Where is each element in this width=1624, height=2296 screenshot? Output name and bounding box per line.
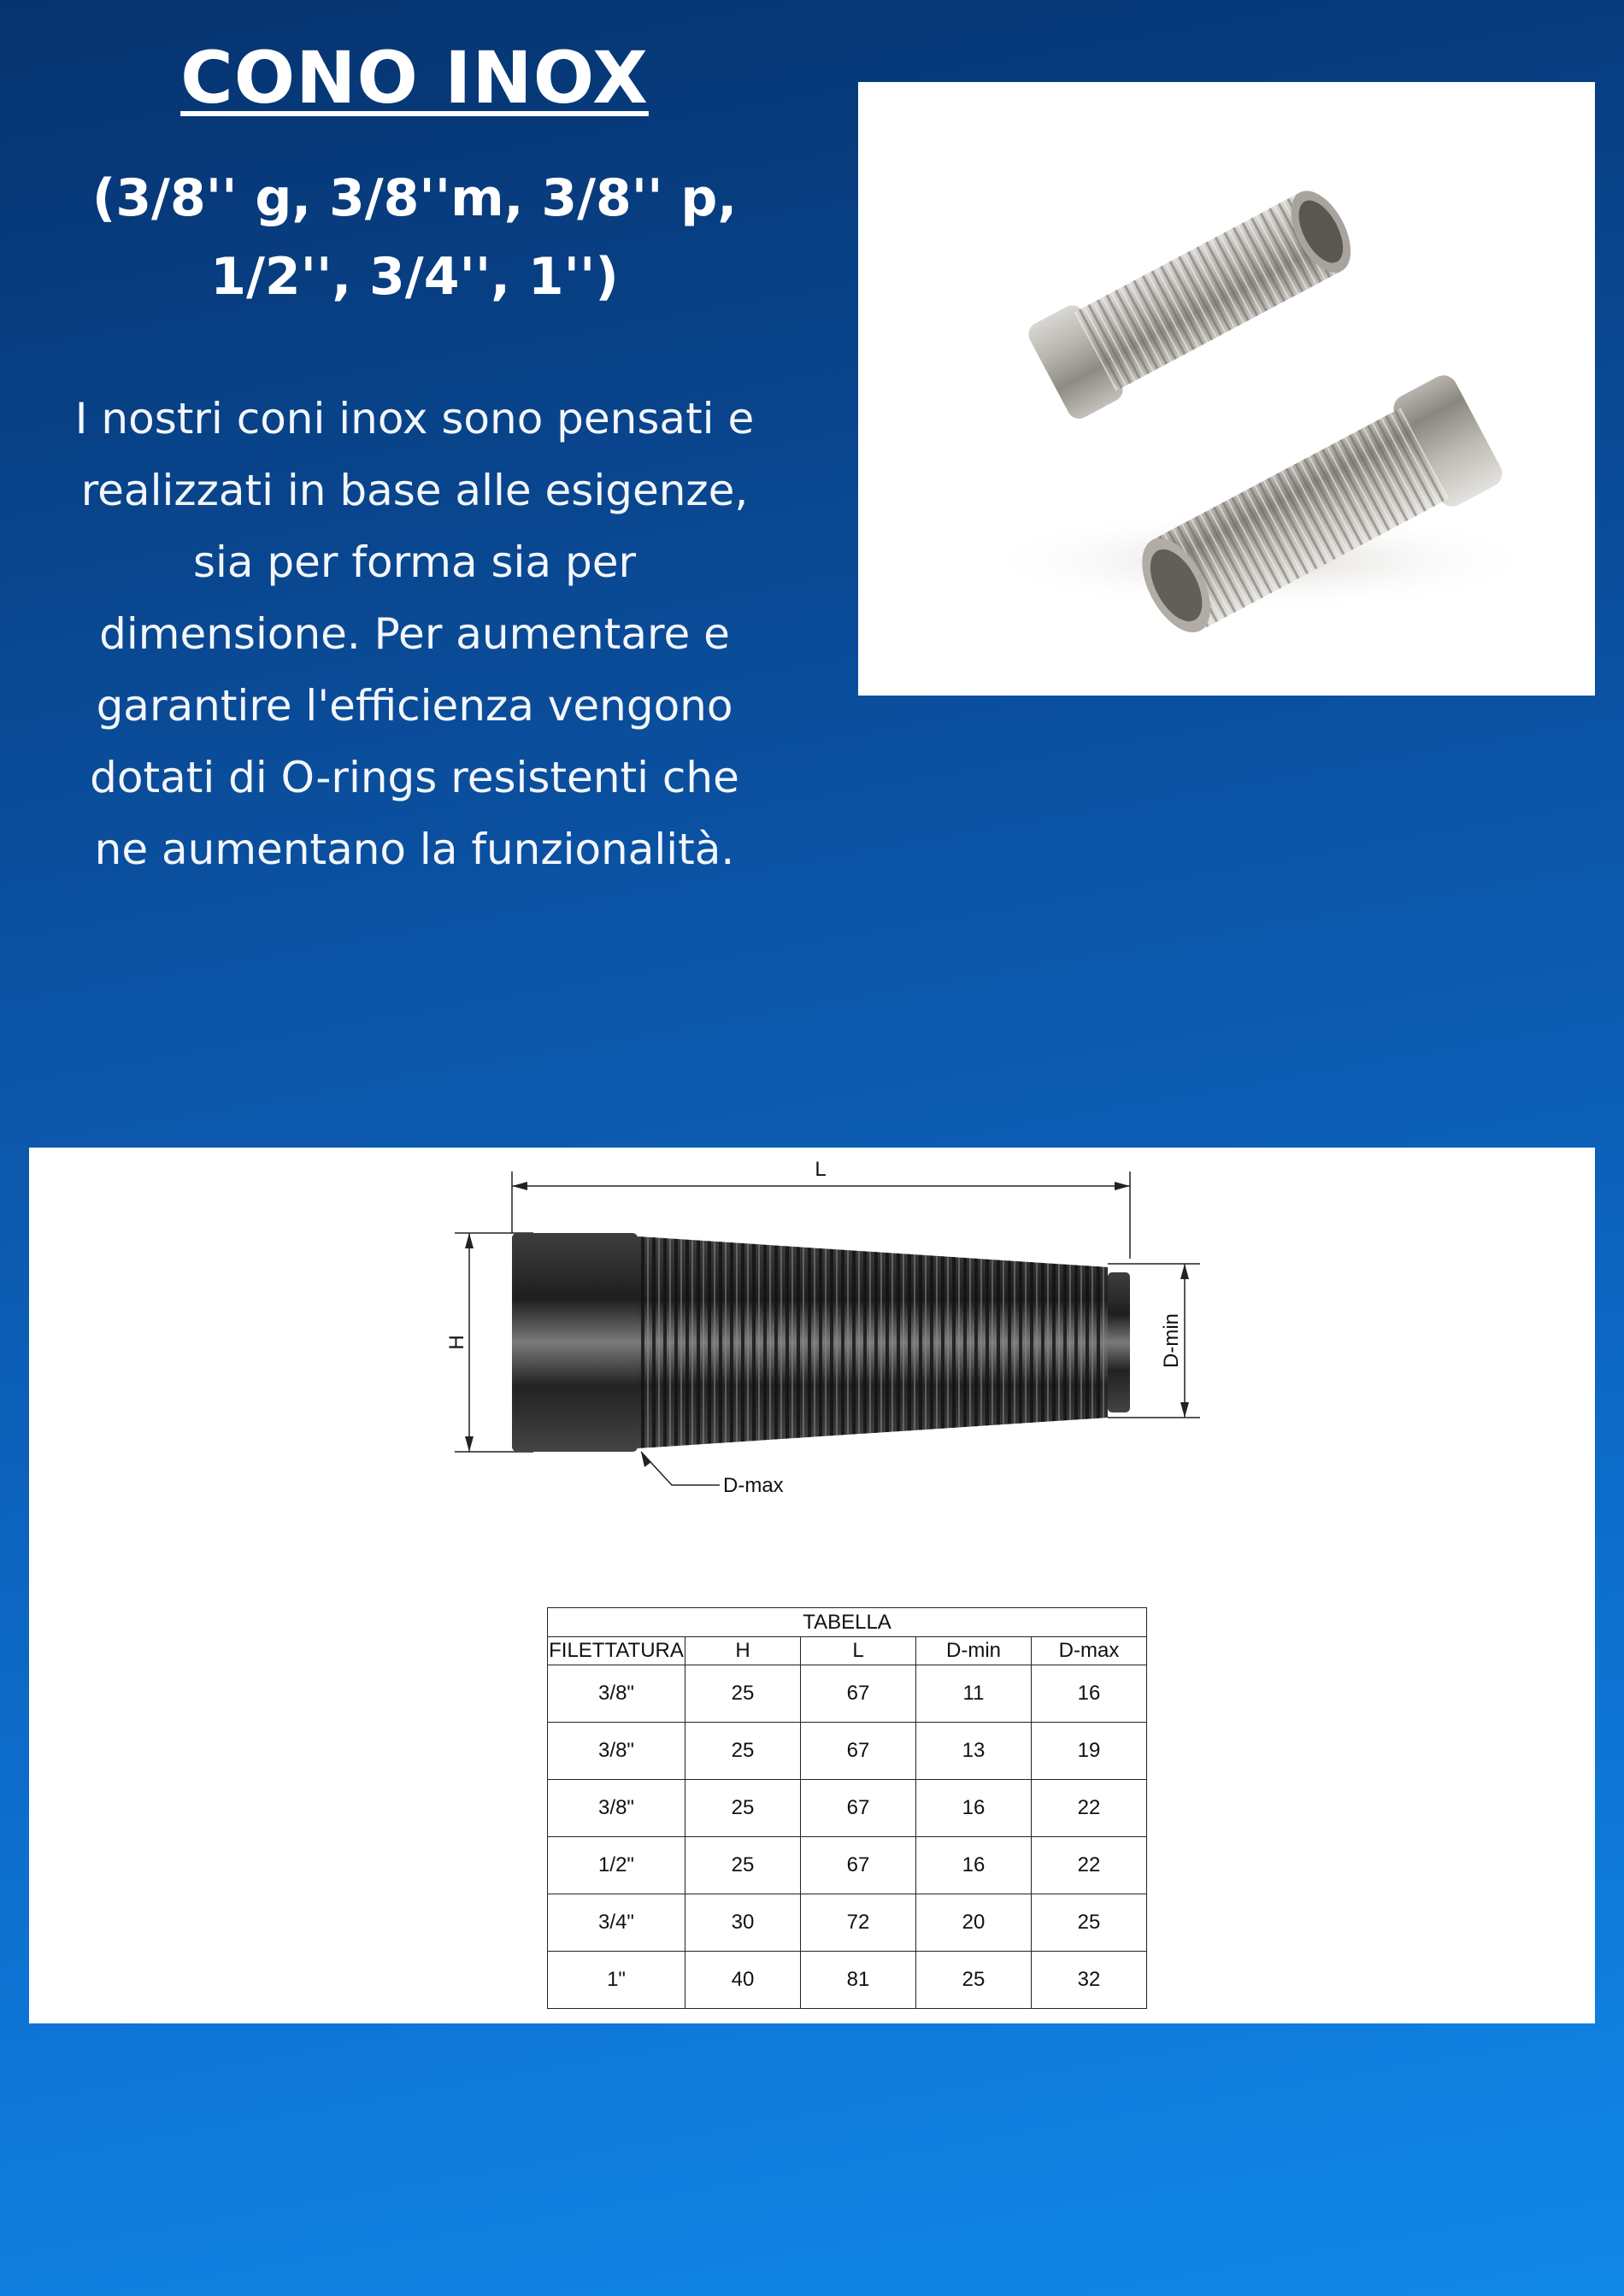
cell-dmin: 16 — [916, 1837, 1032, 1894]
cell-dmax: 25 — [1032, 1894, 1147, 1952]
description-line: garantire l'efficienza vengono — [96, 681, 733, 731]
cell-h: 25 — [685, 1723, 801, 1780]
steel-cones-image — [858, 82, 1595, 696]
cell-h: 25 — [685, 1665, 801, 1723]
table-row — [548, 1837, 1147, 1894]
cell-dmax: 22 — [1032, 1837, 1147, 1894]
description-line: I nostri coni inox sono pensati e — [74, 394, 755, 443]
dimension-label-l: L — [815, 1158, 827, 1181]
cone-dimension-drawing — [29, 1148, 1595, 1592]
table-row — [548, 1894, 1147, 1952]
cell-l: 67 — [801, 1837, 916, 1894]
cell-dmin: 13 — [916, 1723, 1032, 1780]
cell-h: 25 — [685, 1780, 801, 1837]
page-title: CONO INOX — [180, 36, 649, 120]
cell-dmin: 20 — [916, 1894, 1032, 1952]
cell-dmin: 16 — [916, 1780, 1032, 1837]
column-header-l: L — [801, 1637, 916, 1665]
cell-filettatura: 1/2" — [548, 1837, 685, 1894]
table-caption: TABELLA — [548, 1608, 1147, 1637]
product-sizes-subtitle — [77, 159, 752, 316]
subtitle-line-2: 1/2'', 3/4'', 1'') — [210, 247, 619, 307]
table-row — [548, 1723, 1147, 1780]
cell-h: 30 — [685, 1894, 801, 1952]
table-row — [548, 1665, 1147, 1723]
dimension-label-h: H — [445, 1335, 468, 1350]
cell-filettatura: 3/8" — [548, 1780, 685, 1837]
column-header-dmin: D-min — [916, 1637, 1032, 1665]
cell-h: 40 — [685, 1952, 801, 2009]
table-row — [548, 1780, 1147, 1837]
description-line: dotati di O-rings resistenti che — [90, 753, 739, 802]
description-line: sia per forma sia per — [192, 537, 637, 587]
cell-dmax: 16 — [1032, 1665, 1147, 1723]
cell-l: 67 — [801, 1665, 916, 1723]
cell-dmax: 32 — [1032, 1952, 1147, 2009]
dimension-label-dmin: D-min — [1160, 1313, 1183, 1368]
cell-l: 67 — [801, 1780, 916, 1837]
product-description — [34, 383, 795, 885]
cell-filettatura: 3/4" — [548, 1894, 685, 1952]
subtitle-line-1: (3/8'' g, 3/8''m, 3/8'' p, — [91, 168, 738, 228]
column-header-filettatura: FILETTATURA — [548, 1637, 685, 1665]
description-line: realizzati in base alle esigenze, — [80, 466, 749, 515]
cell-l: 81 — [801, 1952, 916, 2009]
column-header-dmax: D-max — [1032, 1637, 1147, 1665]
cell-dmin: 25 — [916, 1952, 1032, 2009]
table-row — [548, 1952, 1147, 2009]
dimensions-table — [547, 1607, 1147, 2009]
cell-l: 72 — [801, 1894, 916, 1952]
cell-dmax: 19 — [1032, 1723, 1147, 1780]
cell-filettatura: 3/8" — [548, 1665, 685, 1723]
technical-drawing-panel — [29, 1148, 1595, 2023]
cell-filettatura: 3/8" — [548, 1723, 685, 1780]
cell-l: 67 — [801, 1723, 916, 1780]
cell-dmax: 22 — [1032, 1780, 1147, 1837]
cell-h: 25 — [685, 1837, 801, 1894]
description-line: dimensione. Per aumentare e — [99, 609, 730, 659]
product-photo — [858, 82, 1595, 696]
column-header-h: H — [685, 1637, 801, 1665]
dimension-label-dmax: D-max — [723, 1474, 784, 1497]
cell-dmin: 11 — [916, 1665, 1032, 1723]
cell-filettatura: 1" — [548, 1952, 685, 2009]
description-line: ne aumentano la funzionalità. — [94, 825, 735, 874]
